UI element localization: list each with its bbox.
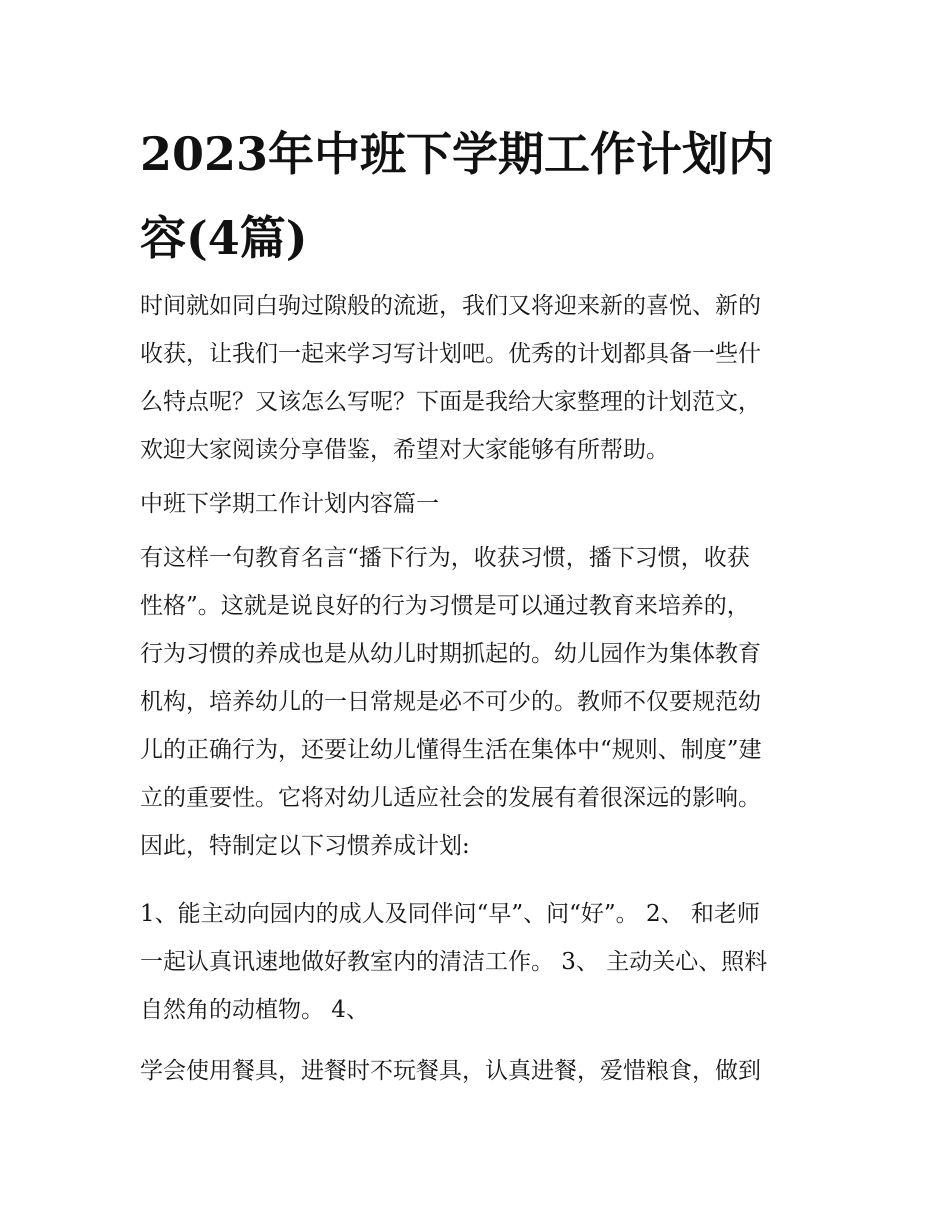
list-line: 自然角的动植物。 4、: [140, 997, 369, 1023]
intro-line: 欢迎大家阅读分享借鉴，希望对大家能够有所帮助。: [140, 437, 669, 463]
paragraph-line: 立的重要性。它将对幼儿适应社会的发展有着很深远的影响。: [140, 785, 761, 811]
habit-list-paragraph: [140, 890, 812, 1023]
intro-line: 么特点呢？又该怎么写呢？下面是我给大家整理的计划范文，: [140, 389, 761, 415]
continuation-line: 学会使用餐具，进餐时不玩餐具，认真进餐，爱惜粮食，做到: [140, 1058, 761, 1084]
intro-paragraph: [140, 282, 812, 477]
section-heading: [140, 485, 812, 525]
paragraph-line: 有这样一句教育名言“播下行为，收获习惯，播下习惯，收获: [140, 545, 750, 571]
list-line: 1、能主动向园内的成人及同伴问“早”、问“好”。 2、 和老师: [140, 901, 760, 927]
continuation-paragraph: [140, 1052, 812, 1092]
intro-line: 时间就如同白驹过隙般的流逝，我们又将迎来新的喜悦、新的: [140, 293, 761, 319]
title-line-1: 2023年中班下学期工作计划内: [140, 127, 775, 181]
paragraph-line: 机构，培养幼儿的一日常规是必不可少的。教师不仅要规范幼: [140, 689, 761, 715]
paragraph-line: 行为习惯的养成也是从幼儿时期抓起的。幼儿园作为集体教育: [140, 641, 761, 667]
paragraph-line: 儿的正确行为，还要让幼儿懂得生活在集体中“规则、制度”建: [140, 737, 762, 763]
list-line: 一起认真讯速地做好教室内的清洁工作。 3、 主动关心、照料: [140, 949, 768, 975]
intro-line: 收获，让我们一起来学习写计划吧。优秀的计划都具备一些什: [140, 341, 761, 367]
section-paragraph: [140, 534, 812, 864]
title-line-2: 容(4篇): [140, 211, 308, 265]
section-heading-text: 中班下学期工作计划内容篇一: [140, 491, 439, 517]
paragraph-line: 因此，特制定以下习惯养成计划:: [140, 833, 470, 859]
paragraph-line: 性格”。这就是说良好的行为习惯是可以通过教育来培养的，: [140, 593, 750, 619]
document-title: [140, 112, 820, 280]
